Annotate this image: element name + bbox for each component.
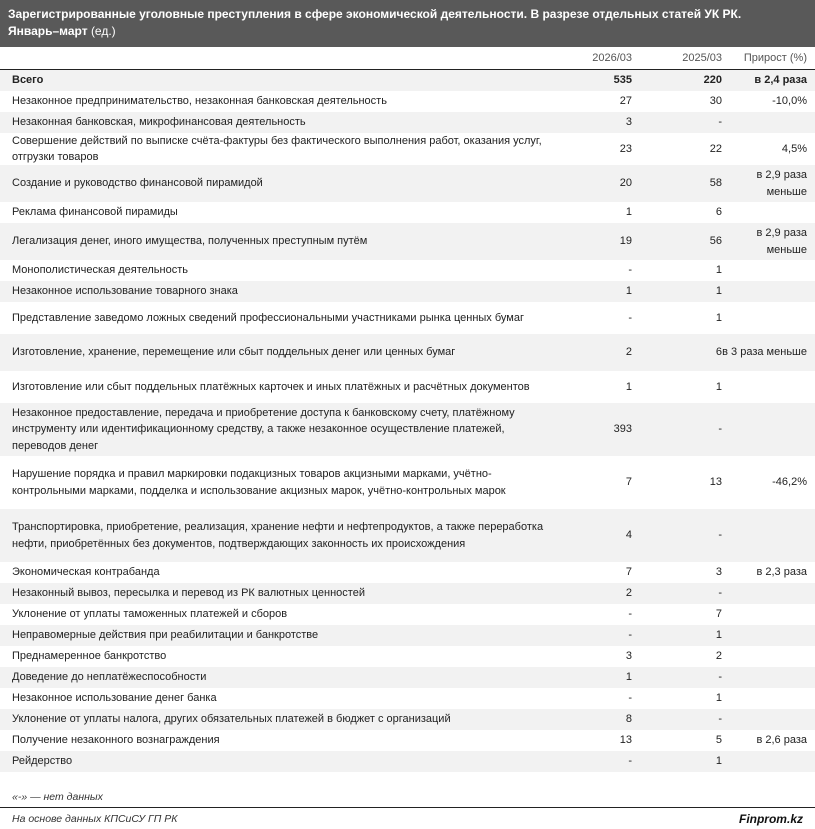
row-value-2025: 1 [715, 755, 722, 768]
row-label: Экономическая контрабанда [12, 566, 160, 579]
table-row [0, 583, 815, 604]
row-value-2025: 6 [715, 206, 722, 219]
row-label: Транспортировка, приобретение, реализация, хранение нефти и нефтепродуктов, а также переработка нефти, приобретённых без документов, подтверждающих законность их происхождения [12, 521, 544, 550]
row-label: Рейдерство [12, 755, 73, 768]
row-value-2026: - [628, 692, 632, 705]
table-row [0, 646, 815, 667]
table-row [0, 302, 815, 334]
row-label: Создание и руководство финансовой пирамидой [12, 177, 263, 190]
row-growth: в 2,9 раза меньше [756, 169, 807, 198]
row-value-2025: 1 [715, 311, 722, 324]
row-label: Уклонение от уплаты таможенных платежей и сборов [12, 608, 288, 621]
source-bar [0, 807, 815, 829]
row-value-2026: 1 [625, 380, 632, 393]
row-value-2026: - [628, 608, 632, 621]
row-value-2026: - [628, 264, 632, 277]
row-label: Незаконное использование товарного знака [12, 285, 238, 298]
row-label: Получение незаконного вознаграждения [12, 734, 220, 747]
row-value-2026: - [628, 629, 632, 642]
row-value-2026: 23 [619, 142, 632, 155]
row-value-2025: - [718, 671, 722, 684]
row-value-2026: 7 [625, 566, 632, 579]
source-text: На основе данных КПСиСУ ГП РК [12, 812, 178, 825]
row-value-2025: 6 [715, 346, 722, 359]
table-row [0, 334, 815, 371]
row-value-2026: 8 [625, 713, 632, 726]
brand-logo: Finprom.kz [738, 811, 803, 826]
row-value-2026: 1 [625, 285, 632, 298]
row-value-2025: - [718, 587, 722, 600]
row-value-2025: 22 [709, 142, 722, 155]
row-value-2025: 7 [715, 608, 722, 621]
row-value-2026: 4 [625, 529, 632, 542]
row-value-2025: - [718, 423, 722, 436]
total-2025: 220 [703, 74, 722, 87]
row-growth: в 3 раза меньше [722, 346, 807, 359]
table-unit: (ед.) [90, 24, 116, 38]
row-value-2025: 2 [715, 650, 722, 663]
table-row [0, 403, 815, 456]
row-value-2026: 393 [613, 423, 632, 436]
row-growth: в 2,6 раза [756, 734, 807, 747]
row-growth: -10,0% [772, 95, 807, 108]
row-value-2025: 13 [709, 476, 722, 489]
table-row [0, 709, 815, 730]
table-row [0, 223, 815, 260]
row-growth: в 2,3 раза [756, 566, 807, 579]
table-header [0, 0, 815, 47]
table-period: Январь–март [8, 24, 88, 38]
table-row [0, 667, 815, 688]
row-label: Уклонение от уплаты налога, других обязательных платежей в бюджет с организаций [12, 713, 451, 726]
table-row [0, 604, 815, 625]
row-growth: -46,2% [772, 476, 807, 489]
row-value-2025: 58 [709, 177, 722, 190]
row-value-2026: - [628, 311, 632, 324]
row-value-2025: - [718, 116, 722, 129]
table-row [0, 91, 815, 112]
row-value-2026: 2 [625, 346, 632, 359]
row-value-2026: 27 [619, 95, 632, 108]
row-label: Неправомерные действия при реабилитации и банкротстве [12, 629, 319, 642]
row-value-2026: 7 [625, 476, 632, 489]
row-value-2025: 3 [715, 566, 722, 579]
row-value-2026: 1 [625, 206, 632, 219]
row-label: Доведение до неплатёжеспособности [12, 671, 207, 684]
row-value-2025: - [718, 529, 722, 542]
table-row [0, 133, 815, 165]
row-label: Реклама финансовой пирамиды [12, 206, 178, 219]
row-value-2026: 13 [619, 734, 632, 747]
row-value-2026: 1 [625, 671, 632, 684]
table-row [0, 751, 815, 772]
row-label: Незаконное предоставление, передача и приобретение доступа к банковскому счету, платёжному инструменту или идентификационному средству, а также незаконное осуществление платежей, переводов денег [12, 406, 515, 452]
row-label: Совершение действий по выписке счёта-фактуры без фактического выполнения работ, оказания услуг, отгрузки товаров [12, 134, 542, 163]
total-row [0, 70, 815, 91]
footnote: «-» — нет данных [12, 791, 103, 803]
table-row [0, 509, 815, 562]
row-value-2025: 1 [715, 285, 722, 298]
table-body [0, 91, 815, 772]
row-label: Незаконное предпринимательство, незаконная банковская деятельность [12, 95, 387, 108]
row-value-2026: 20 [619, 177, 632, 190]
table-row [0, 112, 815, 133]
total-growth: в 2,4 раза [754, 74, 807, 87]
table-row [0, 562, 815, 583]
row-value-2026: 19 [619, 235, 632, 248]
column-header-row [0, 47, 815, 70]
row-value-2025: 1 [715, 692, 722, 705]
column-header-2025: 2025/03 [682, 51, 722, 64]
row-label: Изготовление, хранение, перемещение или сбыт поддельных денег или ценных бумаг [12, 346, 456, 359]
table-row [0, 688, 815, 709]
table-row [0, 260, 815, 281]
row-value-2025: 30 [709, 95, 722, 108]
row-value-2026: 2 [625, 587, 632, 600]
row-value-2026: 3 [625, 116, 632, 129]
row-label: Незаконное использование денег банка [12, 692, 217, 705]
table-row [0, 371, 815, 403]
table-title: Зарегистрированные уголовные преступления в сфере экономической деятельности. В разрезе отдельных статей УК РК. [8, 7, 742, 21]
row-value-2026: - [628, 755, 632, 768]
table-row [0, 625, 815, 646]
row-label: Преднамеренное банкротство [12, 650, 167, 663]
row-value-2025: 1 [715, 264, 722, 277]
row-value-2026: 3 [625, 650, 632, 663]
column-header-growth: Прирост (%) [743, 51, 807, 64]
row-label: Незаконная банковская, микрофинансовая деятельность [12, 116, 306, 129]
column-header-2026: 2026/03 [592, 51, 632, 64]
row-label: Нарушение порядка и правил маркировки подакцизных товаров акцизными марками, учётно-контрольными марками, подделка и использование акцизных марок, учётно-контрольных марок [12, 468, 506, 497]
crime-table [0, 47, 815, 772]
table-row [0, 730, 815, 751]
row-label: Изготовление или сбыт поддельных платёжных карточек и иных платёжных и расчётных документов [12, 380, 530, 393]
table-row [0, 202, 815, 223]
row-growth: в 2,9 раза меньше [756, 227, 807, 256]
row-value-2025: 1 [715, 380, 722, 393]
row-label: Легализация денег, иного имущества, полученных преступным путём [12, 235, 368, 248]
table-row [0, 165, 815, 202]
row-label: Незаконный вывоз, пересылка и перевод из РК валютных ценностей [12, 587, 365, 600]
table-row [0, 281, 815, 302]
row-value-2025: 56 [709, 235, 722, 248]
table-row [0, 456, 815, 509]
row-label: Представление заведомо ложных сведений профессиональными участниками рынка ценных бумаг [12, 311, 524, 324]
row-value-2025: 5 [715, 734, 722, 747]
row-value-2025: - [718, 713, 722, 726]
total-label: Всего [12, 74, 44, 87]
row-growth: 4,5% [781, 142, 807, 155]
total-2026: 535 [613, 74, 632, 87]
row-value-2025: 1 [715, 629, 722, 642]
row-label: Монополистическая деятельность [12, 264, 188, 277]
